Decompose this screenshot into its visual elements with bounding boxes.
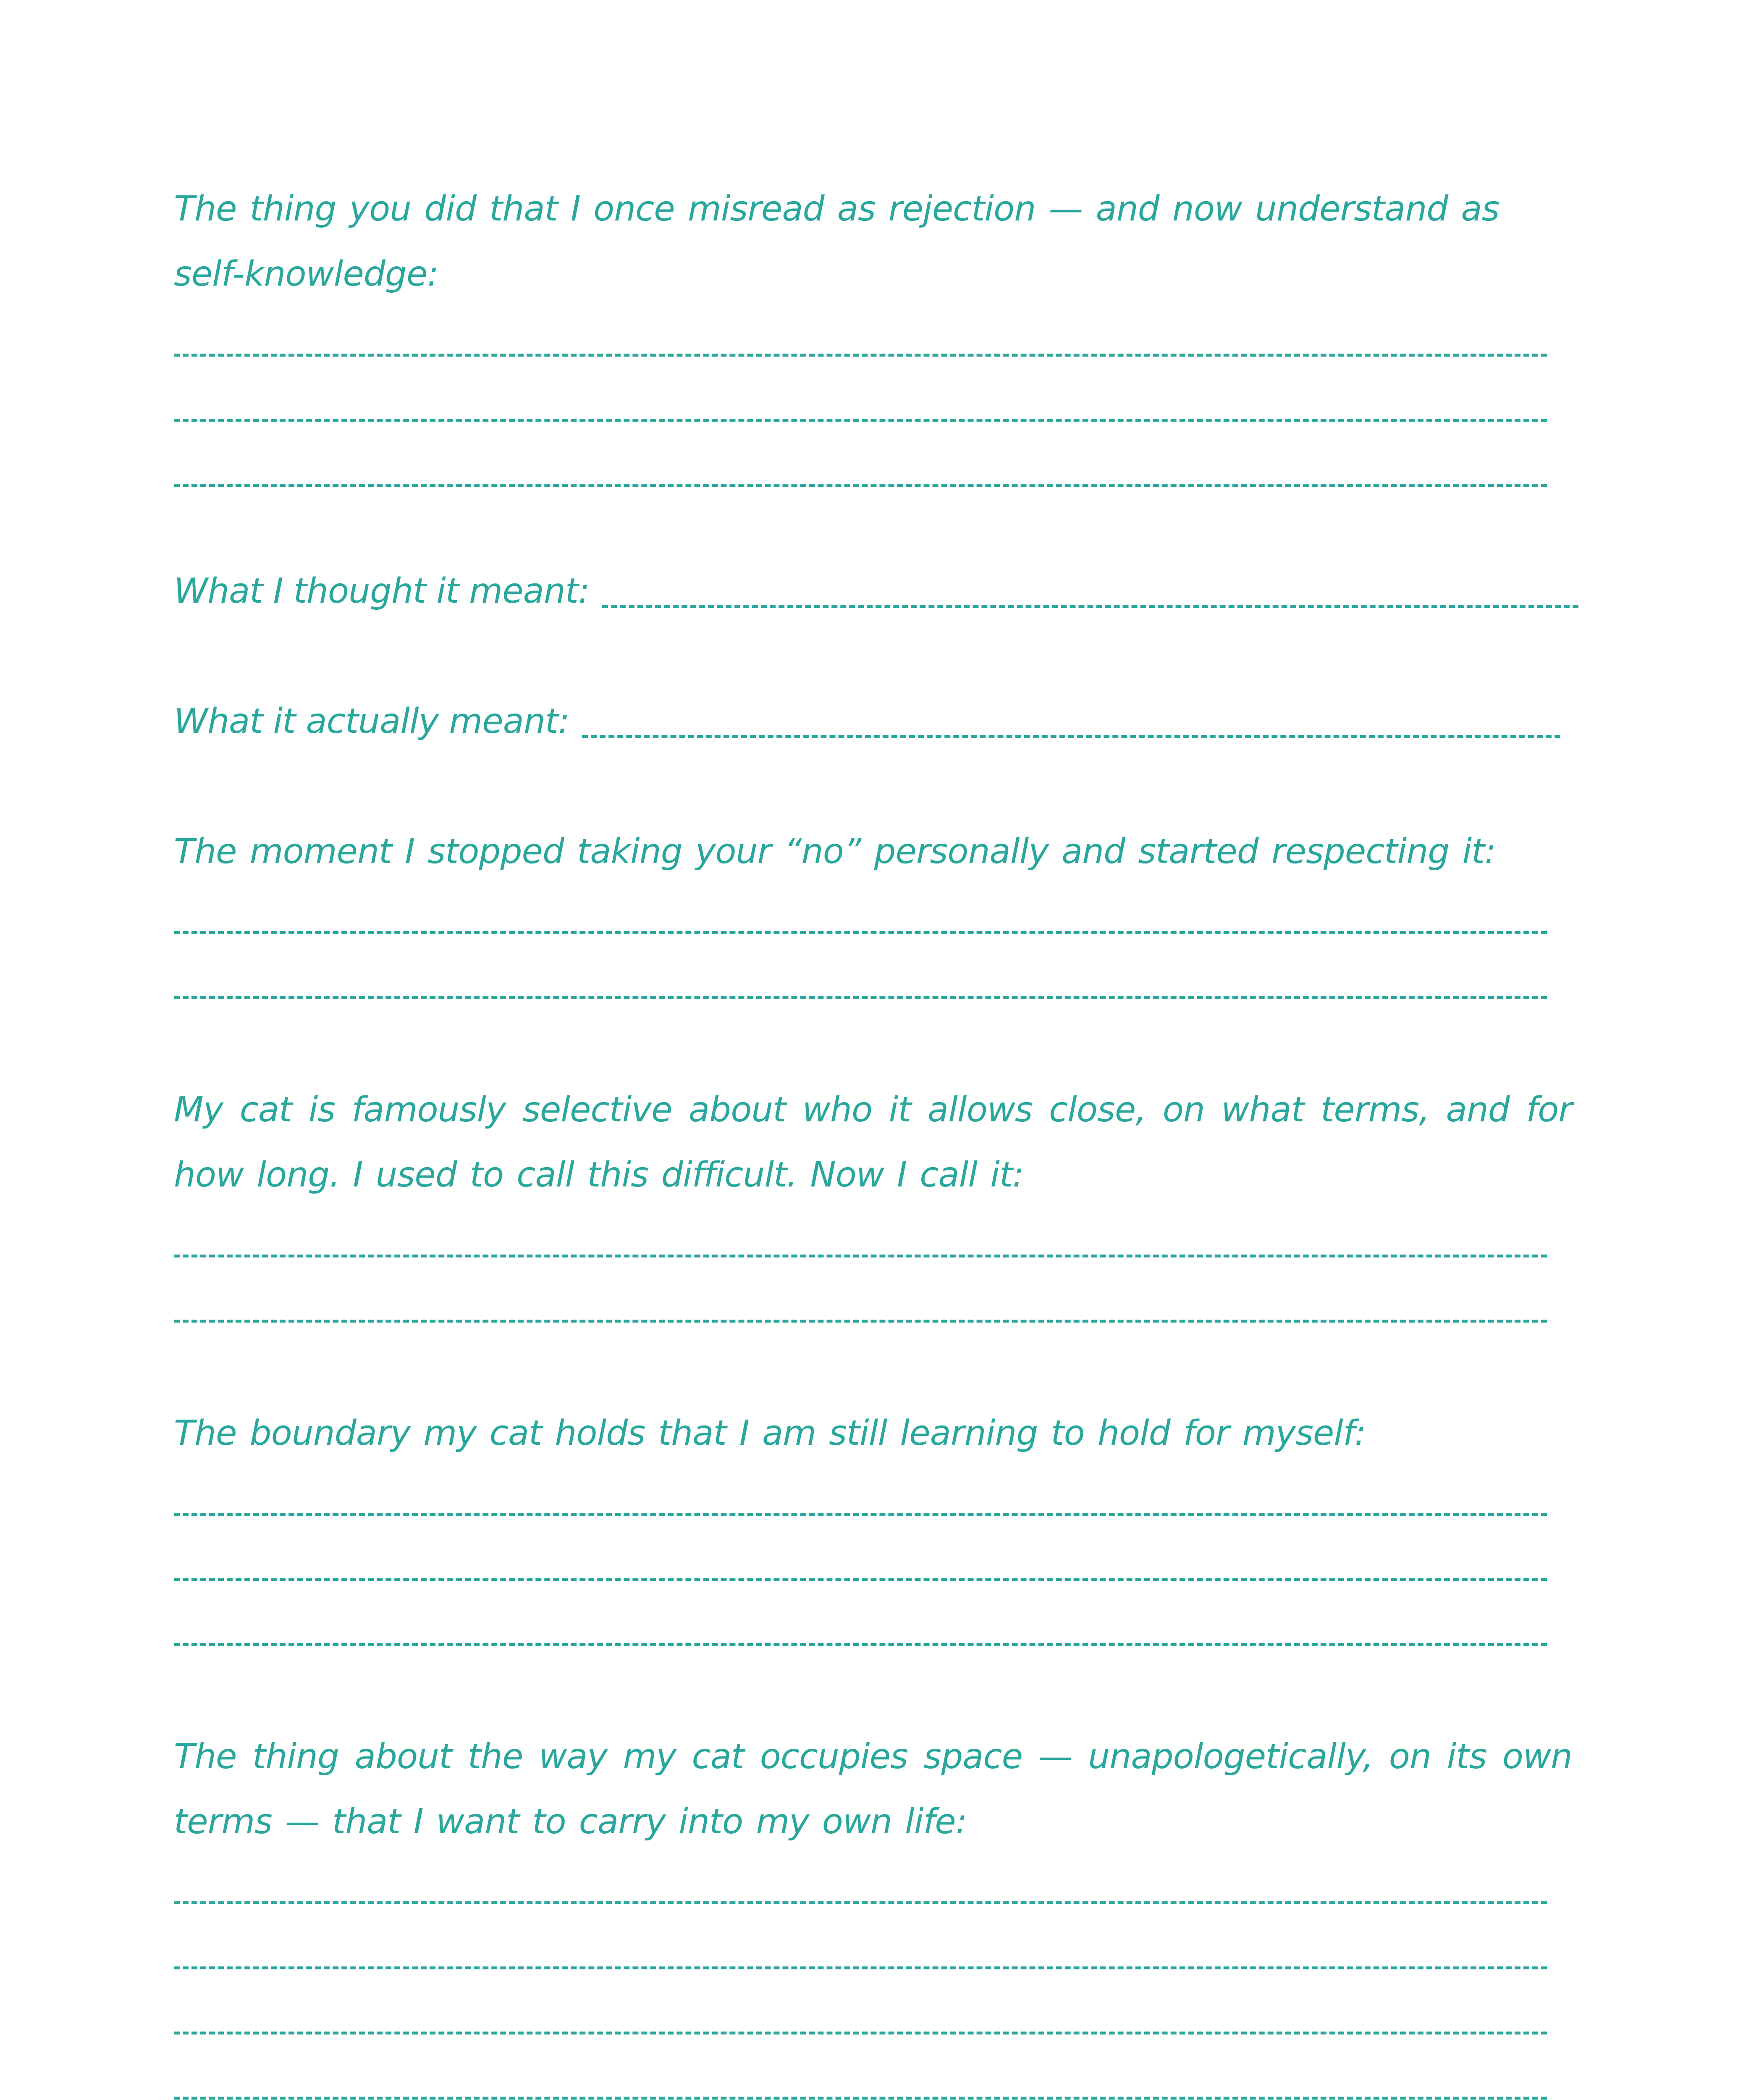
journal-content — [174, 176, 1572, 2100]
spacer — [174, 1661, 1572, 1724]
spacer — [174, 502, 1572, 559]
writing-line[interactable] — [174, 372, 1547, 437]
prompt-cat-occupies-space: The thing about the way my cat occupies space — unapologetically, on its own terms — that I want to carry into my own life: — [174, 1737, 1572, 1842]
section-actually-meant — [174, 689, 1572, 754]
writing-line[interactable] — [174, 1919, 1547, 1984]
label-thought-meant: What I thought it meant: — [174, 571, 590, 611]
label-actually-meant: What it actually meant: — [174, 701, 569, 741]
writing-line[interactable] — [174, 1208, 1547, 1273]
spacer — [174, 754, 1572, 819]
section-misread-rejection — [174, 176, 1572, 502]
writing-line[interactable] — [174, 1984, 1547, 2050]
writing-line[interactable] — [174, 949, 1547, 1014]
spacer — [174, 1338, 1572, 1401]
section-thought-meant — [174, 559, 1572, 624]
writing-line[interactable] — [174, 1596, 1547, 1661]
prompt-cat-boundary: The boundary my cat holds that I am still learning to hold for myself: — [174, 1413, 1366, 1453]
section-cat-occupies-space — [174, 1724, 1572, 2100]
spacer — [174, 624, 1572, 689]
writing-line[interactable] — [174, 1466, 1547, 1531]
writing-line[interactable] — [174, 884, 1547, 949]
writing-line[interactable] — [174, 1854, 1547, 1919]
writing-line[interactable] — [174, 1531, 1547, 1596]
writing-line[interactable] — [174, 307, 1547, 372]
prompt-cat-selective: My cat is famously selective about who it allows close, on what terms, and for how long. I used to call this difficult. Now I call it: — [174, 1090, 1572, 1195]
prompt-stopped-taking-personally: The moment I stopped taking your “no” personally and started respecting it: — [174, 832, 1496, 872]
spacer — [174, 1014, 1572, 1077]
writing-line[interactable] — [174, 437, 1547, 502]
writing-line[interactable] — [174, 2050, 1547, 2100]
section-cat-selective — [174, 1077, 1572, 1338]
prompt-misread-rejection: The thing you did that I once misread as rejection — and now understand as self-knowledge: — [174, 189, 1499, 294]
section-cat-boundary — [174, 1401, 1572, 1661]
writing-line[interactable] — [582, 735, 1560, 738]
section-stopped-taking-personally — [174, 819, 1572, 1014]
writing-line[interactable] — [174, 1273, 1547, 1338]
writing-line[interactable] — [602, 605, 1578, 608]
